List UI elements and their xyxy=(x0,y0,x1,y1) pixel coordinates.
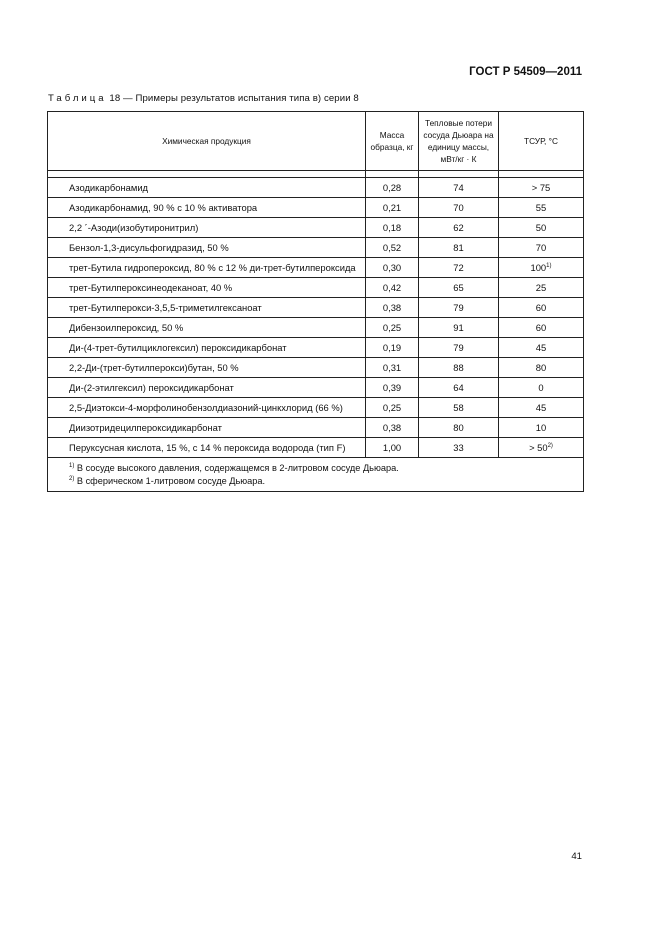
tsur-cell xyxy=(499,398,584,418)
mass-cell xyxy=(366,318,419,338)
mass-cell-value: 0,19 xyxy=(382,342,402,353)
spacer-row xyxy=(48,171,584,178)
heat-loss-cell xyxy=(419,198,499,218)
heat-loss-cell-value: 79 xyxy=(453,342,464,353)
heat-loss-cell-value: 79 xyxy=(453,302,464,313)
heat-loss-cell xyxy=(419,398,499,418)
heat-loss-cell xyxy=(419,258,499,278)
mass-cell-value: 0,25 xyxy=(382,322,402,333)
table-row xyxy=(48,178,584,198)
heat-loss-cell-value: 65 xyxy=(453,282,464,293)
header-product: Химическая продукция xyxy=(48,112,366,171)
mass-cell-value: 0,28 xyxy=(382,182,402,193)
product-cell xyxy=(48,238,366,258)
tsur-cell xyxy=(499,378,584,398)
caption-label: Таблица xyxy=(48,93,107,104)
header-heat-loss: Тепловые потери сосуда Дьюара на единицу массы, мВт/кг · К xyxy=(419,112,499,171)
tsur-cell-value: 55 xyxy=(535,202,547,213)
mass-cell-value: 0,25 xyxy=(382,402,402,413)
mass-cell xyxy=(366,378,419,398)
product-cell-value: Азодикарбонамид xyxy=(69,182,149,193)
mass-cell xyxy=(366,178,419,198)
product-cell-value: Ди-(2-этилгексил) пероксидикарбонат xyxy=(69,382,234,393)
footnote-ref: 2) xyxy=(547,443,553,449)
page-number: 41 xyxy=(571,851,582,862)
table-row xyxy=(48,238,584,258)
product-cell xyxy=(48,438,366,458)
product-cell-value: Азодикарбонамид, 90 % с 10 % активатора xyxy=(69,202,258,213)
tsur-cell-value: 60 xyxy=(535,302,547,313)
heat-loss-cell xyxy=(419,278,499,298)
tsur-cell xyxy=(499,318,584,338)
mass-cell-value: 0,52 xyxy=(382,242,402,253)
tsur-cell xyxy=(499,178,584,198)
product-cell xyxy=(48,418,366,438)
tsur-cell-value: 45 xyxy=(535,402,547,413)
product-cell xyxy=(48,198,366,218)
tsur-cell xyxy=(499,198,584,218)
mass-cell xyxy=(366,258,419,278)
table-row xyxy=(48,218,584,238)
heat-loss-cell xyxy=(419,358,499,378)
heat-loss-cell xyxy=(419,438,499,458)
heat-loss-cell-value: 91 xyxy=(453,322,464,333)
mass-cell-value: 0,31 xyxy=(382,362,402,373)
tsur-cell xyxy=(499,218,584,238)
heat-loss-cell-value: 58 xyxy=(453,402,464,413)
mass-cell-value: 0,38 xyxy=(382,302,402,313)
mass-cell xyxy=(366,438,419,458)
tsur-cell xyxy=(499,358,584,378)
product-cell-value: Диизотридецилпероксидикарбонат xyxy=(69,422,222,433)
tsur-cell xyxy=(499,258,584,278)
table-caption xyxy=(48,93,359,104)
standard-designation: ГОСТ Р 54509—2011 xyxy=(469,66,582,78)
table-row xyxy=(48,438,584,458)
tsur-cell-value: 0 xyxy=(538,382,544,393)
footnote-mark: 2) xyxy=(69,476,75,482)
table-row xyxy=(48,338,584,358)
caption-text: 18 — Примеры результатов испытания типа в) серии 8 xyxy=(106,93,359,104)
heat-loss-cell-value: 70 xyxy=(453,202,464,213)
tsur-cell-value: 45 xyxy=(535,342,547,353)
product-cell-value: 2,5-Диэтокси-4-морфолинобензолдиазоний-цинкхлорид (66 %) xyxy=(69,402,343,413)
mass-cell xyxy=(366,298,419,318)
heat-loss-cell xyxy=(419,218,499,238)
tsur-cell xyxy=(499,298,584,318)
footnote-text: В сосуде высокого давления, содержащемся в 2-литровом сосуде Дьюара. xyxy=(74,463,399,473)
product-cell xyxy=(48,178,366,198)
heat-loss-cell xyxy=(419,178,499,198)
mass-cell-value: 0,18 xyxy=(382,222,402,233)
product-cell xyxy=(48,318,366,338)
table-row xyxy=(48,298,584,318)
table-row xyxy=(48,378,584,398)
heat-loss-cell xyxy=(419,298,499,318)
product-cell xyxy=(48,378,366,398)
heat-loss-cell xyxy=(419,378,499,398)
footnote xyxy=(69,475,583,488)
heat-loss-cell xyxy=(419,318,499,338)
heat-loss-cell-value: 74 xyxy=(453,182,464,193)
footnote-ref: 1) xyxy=(546,263,552,269)
mass-cell-value: 0,38 xyxy=(382,422,402,433)
mass-cell xyxy=(366,238,419,258)
tsur-cell-value: 50 xyxy=(535,222,547,233)
product-cell xyxy=(48,298,366,318)
heat-loss-cell-value: 81 xyxy=(453,242,464,253)
product-cell-value: Бензол-1,3-дисульфогидразид, 50 % xyxy=(69,242,229,253)
product-cell-value: Перуксусная кислота, 15 %, с 14 % пероксида водорода (тип F) xyxy=(69,442,346,453)
tsur-cell xyxy=(499,438,584,458)
mass-cell xyxy=(366,198,419,218)
footnote-mark: 1) xyxy=(69,463,75,469)
product-cell-value: 2,2 ´-Азоди(изобутиронитрил) xyxy=(69,222,199,233)
table-row xyxy=(48,318,584,338)
product-cell-value: Дибензоилпероксид, 50 % xyxy=(69,322,184,333)
mass-cell xyxy=(366,418,419,438)
table-row xyxy=(48,398,584,418)
tsur-cell xyxy=(499,418,584,438)
heat-loss-cell-value: 64 xyxy=(453,382,464,393)
mass-cell xyxy=(366,278,419,298)
footnote xyxy=(69,462,583,475)
mass-cell-value: 0,42 xyxy=(382,282,402,293)
tsur-cell-value: 70 xyxy=(535,242,547,253)
product-cell xyxy=(48,218,366,238)
tsur-cell xyxy=(499,238,584,258)
product-cell xyxy=(48,278,366,298)
tsur-cell-value: 100 xyxy=(530,262,547,273)
mass-cell-value: 0,39 xyxy=(382,382,402,393)
heat-loss-cell-value: 72 xyxy=(453,262,464,273)
product-cell xyxy=(48,258,366,278)
table-body xyxy=(48,171,584,458)
heat-loss-cell-value: 33 xyxy=(453,442,464,453)
tsur-cell xyxy=(499,338,584,358)
heat-loss-cell-value: 80 xyxy=(453,422,464,433)
heat-loss-cell xyxy=(419,338,499,358)
mass-cell-value: 1,00 xyxy=(382,442,402,453)
table-header-row xyxy=(48,112,584,171)
mass-cell xyxy=(366,358,419,378)
heat-loss-cell xyxy=(419,238,499,258)
product-cell xyxy=(48,358,366,378)
product-cell-value: трет-Бутила гидропероксид, 80 % с 12 % ди-трет-бутилпероксида xyxy=(69,262,356,273)
product-cell-value: Ди-(4-трет-бутилциклогексил) пероксидикарбонат xyxy=(69,342,287,353)
product-cell-value: трет-Бутилперокси-3,5,5-триметилгексаноат xyxy=(69,302,262,313)
tsur-cell xyxy=(499,278,584,298)
footnotes-cell xyxy=(48,458,584,492)
product-cell xyxy=(48,398,366,418)
tsur-cell-value: 25 xyxy=(535,282,547,293)
header-tsur: ТСУР, °С xyxy=(499,112,584,171)
heat-loss-cell-value: 88 xyxy=(453,362,464,373)
heat-loss-cell xyxy=(419,418,499,438)
tsur-cell-value: > 50 xyxy=(529,442,548,453)
table-row xyxy=(48,278,584,298)
mass-cell xyxy=(366,338,419,358)
mass-cell xyxy=(366,218,419,238)
mass-cell-value: 0,30 xyxy=(382,262,402,273)
tsur-cell-value: 60 xyxy=(535,322,547,333)
table-row xyxy=(48,258,584,278)
results-table xyxy=(47,111,584,492)
table-row xyxy=(48,418,584,438)
header-mass: Масса образца, кг xyxy=(366,112,419,171)
product-cell xyxy=(48,338,366,358)
table-row xyxy=(48,198,584,218)
tsur-cell-value: 80 xyxy=(535,362,547,373)
mass-cell-value: 0,21 xyxy=(382,202,402,213)
product-cell-value: трет-Бутилпероксинеодеканоат, 40 % xyxy=(69,282,233,293)
mass-cell xyxy=(366,398,419,418)
table-row xyxy=(48,358,584,378)
product-cell-value: 2,2-Ди-(трет-бутилперокси)бутан, 50 % xyxy=(69,362,239,373)
heat-loss-cell-value: 62 xyxy=(453,222,464,233)
footnotes-row xyxy=(48,458,584,492)
footnote-text: В сферическом 1-литровом сосуде Дьюара. xyxy=(74,476,266,486)
tsur-cell-value: 10 xyxy=(535,422,547,433)
tsur-cell-value: > 75 xyxy=(531,182,551,193)
